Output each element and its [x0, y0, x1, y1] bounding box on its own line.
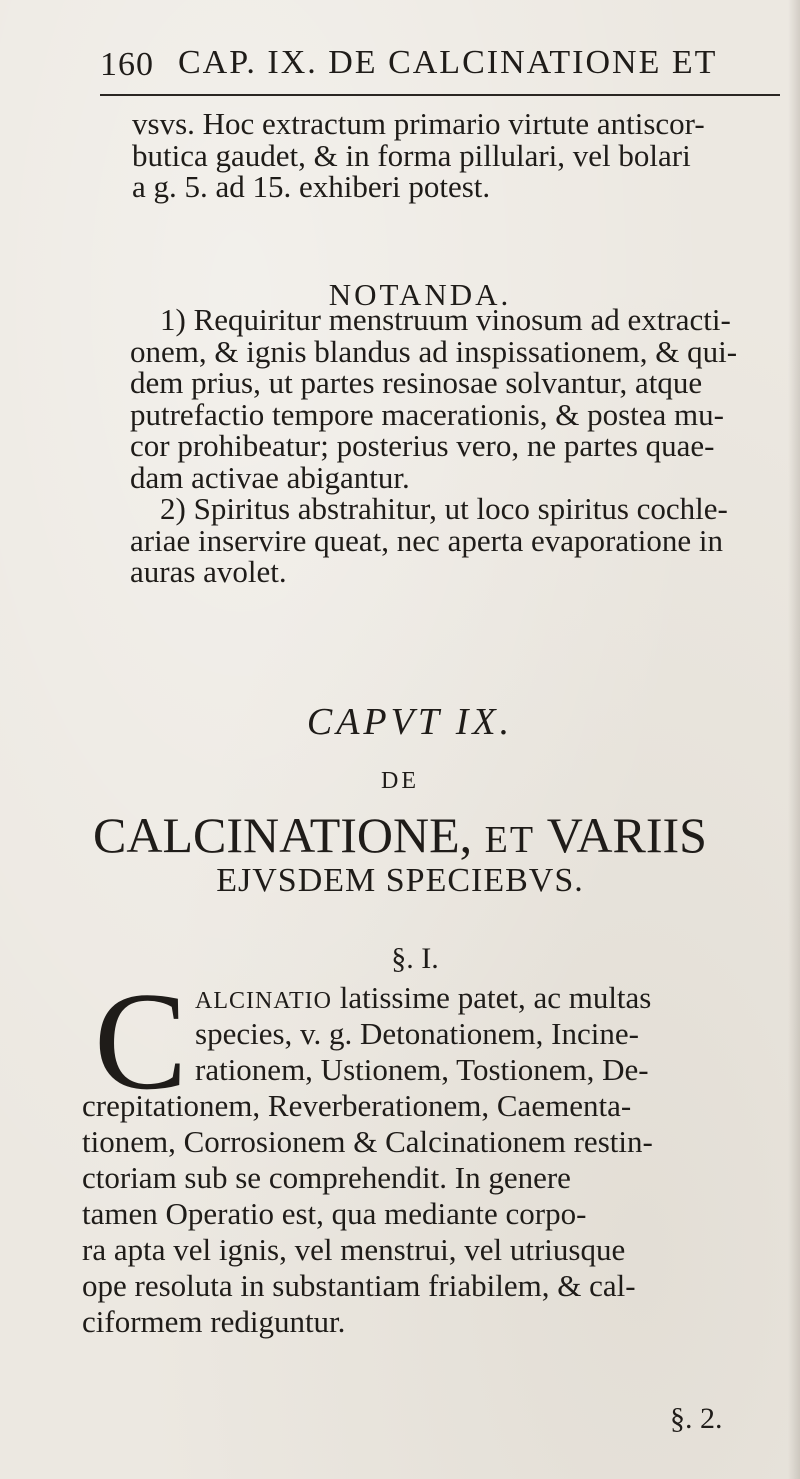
text-line: a g. 5. ad 15. exhiberi potest. [132, 169, 491, 204]
text-line: 2) Spiritus abstrahitur, ut loco spiritus cochle- [160, 491, 728, 526]
drop-cap-initial: C [94, 964, 188, 1119]
chapter-de: DE [381, 768, 419, 794]
text-line: ariae inservire queat, nec aperta evaporatione in [130, 522, 723, 558]
notanda-paragraph [130, 304, 737, 588]
text-line: rationem, Ustionem, Tostionem, De- [195, 1052, 649, 1087]
section-mark: §. I. [391, 942, 439, 975]
text-line: tionem, Corrosionem & Calcinationem restin- [82, 1124, 653, 1159]
chapter-number: CAPVT IX. [306, 701, 514, 743]
text-line: species, v. g. Detonationem, Incine- [195, 1016, 639, 1051]
running-title: CAP. IX. DE CALCINATIONE ET [178, 44, 718, 81]
next-section-mark: §. 2. [670, 1402, 723, 1435]
text-line: tamen Operatio est, qua mediante corpo- [82, 1196, 587, 1231]
chapter-title [0, 806, 800, 864]
notanda-heading: NOTANDA. [328, 277, 512, 312]
header-rule [100, 94, 780, 96]
text-line-rest: latissime patet, ac multas [331, 980, 652, 1015]
chapter-title-main: CALCINATIONE, [93, 807, 473, 863]
text-line: vsvs. Hoc extractum primario virtute antiscor- [132, 106, 705, 141]
first-word-smallcaps: ALCINATIO [195, 988, 332, 1014]
text-line: crepitationem, Reverberationem, Caementa- [82, 1088, 632, 1123]
text-line: auras avolet. [130, 554, 287, 589]
text-line: ra apta vel ignis, vel menstrui, vel utriusque [82, 1232, 626, 1267]
running-head [100, 40, 780, 90]
chapter-subtitle: EJVSDEM SPECIEBVS. [216, 862, 584, 899]
text-line: ctoriam sub se comprehendit. In genere [82, 1160, 571, 1195]
page-number: 160 [100, 46, 154, 83]
text-line: dam activae abigantur. [130, 459, 410, 495]
text-line: putrefactio tempore macerationis, & postea mu- [130, 396, 724, 432]
text-line: cor prohibeatur; posterius vero, ne partes quae- [130, 428, 715, 463]
continuation-paragraph [132, 108, 705, 203]
text-line: dem prius, ut partes resinosae solvantur, atque [130, 365, 703, 400]
section-indented-lines [195, 980, 651, 1088]
text-line: ciformem rediguntur. [82, 1304, 346, 1339]
text-line: ope resoluta in substantiam friabilem, & cal- [82, 1268, 636, 1303]
text-line [195, 980, 651, 1016]
section-paragraph [82, 1088, 653, 1340]
text-line: 1) Requiritur menstruum vinosum ad extracti- [160, 302, 731, 337]
chapter-title-et: ET [484, 819, 536, 861]
text-line: onem, & ignis blandus ad inspissationem, & qui- [130, 333, 738, 369]
chapter-title-end: VARIIS [546, 807, 707, 863]
text-line: butica gaudet, & in forma pillulari, vel bolari [132, 137, 691, 173]
